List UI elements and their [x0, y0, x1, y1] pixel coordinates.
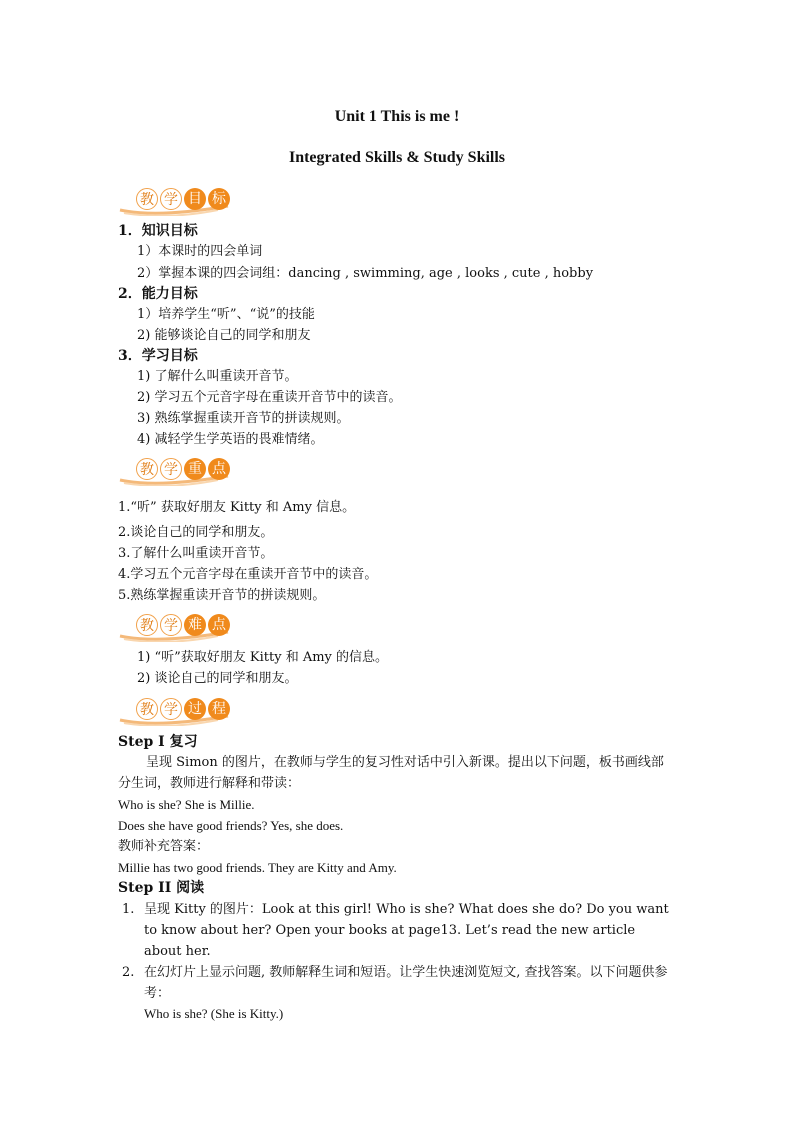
section-banner-process [118, 698, 238, 724]
page-subtitle: Integrated Skills & Study Skills [288, 149, 506, 166]
banner-char: 教 [136, 188, 158, 210]
banner-char: 重 [184, 458, 206, 480]
goals-item: 4) 减轻学生学英语的畏难情绪。 [137, 432, 324, 447]
banner-char: 学 [160, 188, 182, 210]
banner-char: 教 [136, 614, 158, 636]
banner-char: 标 [208, 188, 230, 210]
goals-item: 2) 能够谈论自己的同学和朋友 [137, 328, 311, 343]
dialogue-line: Millie has two good friends. They are Kitty and Amy. [118, 860, 397, 875]
key-point: 2.谈论自己的同学和朋友。 [118, 525, 274, 540]
goals-item: 1) 了解什么叫重读开音节。 [137, 369, 298, 384]
banner-char: 过 [184, 698, 206, 720]
section-banner-difficult-points [118, 614, 238, 640]
step1-paragraph: 呈现 Simon 的图片，在教师与学生的复习性对话中引入新课。提出以下问题，板书画线部分生词，教师进行解释和带读： [118, 755, 664, 791]
section-banner-goals [118, 188, 238, 214]
key-point: 1.“听” 获取好朋友 Kitty 和 Amy 信息。 [118, 500, 356, 515]
difficult-point: 2) 谈论自己的同学和朋友。 [137, 671, 298, 686]
goals-heading-2: 2．能力目标 [118, 286, 198, 302]
dialogue-line: Does she have good friends? Yes, she does. [118, 818, 344, 833]
goals-item: 3) 熟练掌握重读开音节的拼读规则。 [137, 411, 350, 426]
banner-char: 教 [136, 458, 158, 480]
key-point: 3.了解什么叫重读开音节。 [118, 546, 274, 561]
goals-item: 1）培养学生“听”、“说”的技能 [137, 307, 315, 322]
banner-char: 程 [208, 698, 230, 720]
goals-heading-3: 3．学习目标 [118, 348, 198, 364]
banner-char: 教 [136, 698, 158, 720]
banner-char: 目 [184, 188, 206, 210]
step1-heading: Step I 复习 [118, 734, 198, 750]
key-point: 5.熟练掌握重读开音节的拼读规则。 [118, 588, 326, 603]
supplement-label: 教师补充答案： [118, 839, 210, 854]
banner-char: 难 [184, 614, 206, 636]
list-number: 2. [122, 965, 135, 980]
goals-heading-1: 1．知识目标 [118, 223, 198, 239]
banner-char: 学 [160, 698, 182, 720]
banner-char: 点 [208, 614, 230, 636]
key-point: 4.学习五个元音字母在重读开音节中的读音。 [118, 567, 378, 582]
page-title: Unit 1 This is me ! [334, 108, 460, 125]
difficult-point: 1) “听”获取好朋友 Kitty 和 Amy 的信息。 [137, 650, 389, 665]
banner-char: 点 [208, 458, 230, 480]
goals-item: 2) 学习五个元音字母在重读开音节中的读音。 [137, 390, 402, 405]
goals-item: 2）掌握本课的四会词组：dancing , swimming, age , looks , cute , hobby [137, 266, 594, 281]
step2-heading: Step II 阅读 [118, 880, 205, 896]
list-number: 1. [122, 902, 135, 917]
banner-char: 学 [160, 458, 182, 480]
list-item-text: 呈现 Kitty 的图片：Look at this girl! Who is she? What does she do? Do you want to know about her? Open your books at page13. Let’s read the new article about her. [144, 902, 669, 959]
list-item-text: 在幻灯片上显示问题, 教师解释生词和短语。让学生快速浏览短文, 查找答案。以下问题供参考： [144, 965, 668, 1001]
goals-item: 1）本课时的四会单词 [137, 244, 263, 259]
section-banner-key-points [118, 458, 238, 484]
dialogue-line: Who is she? (She is Kitty.) [144, 1006, 284, 1021]
banner-char: 学 [160, 614, 182, 636]
dialogue-line: Who is she? She is Millie. [118, 797, 255, 812]
